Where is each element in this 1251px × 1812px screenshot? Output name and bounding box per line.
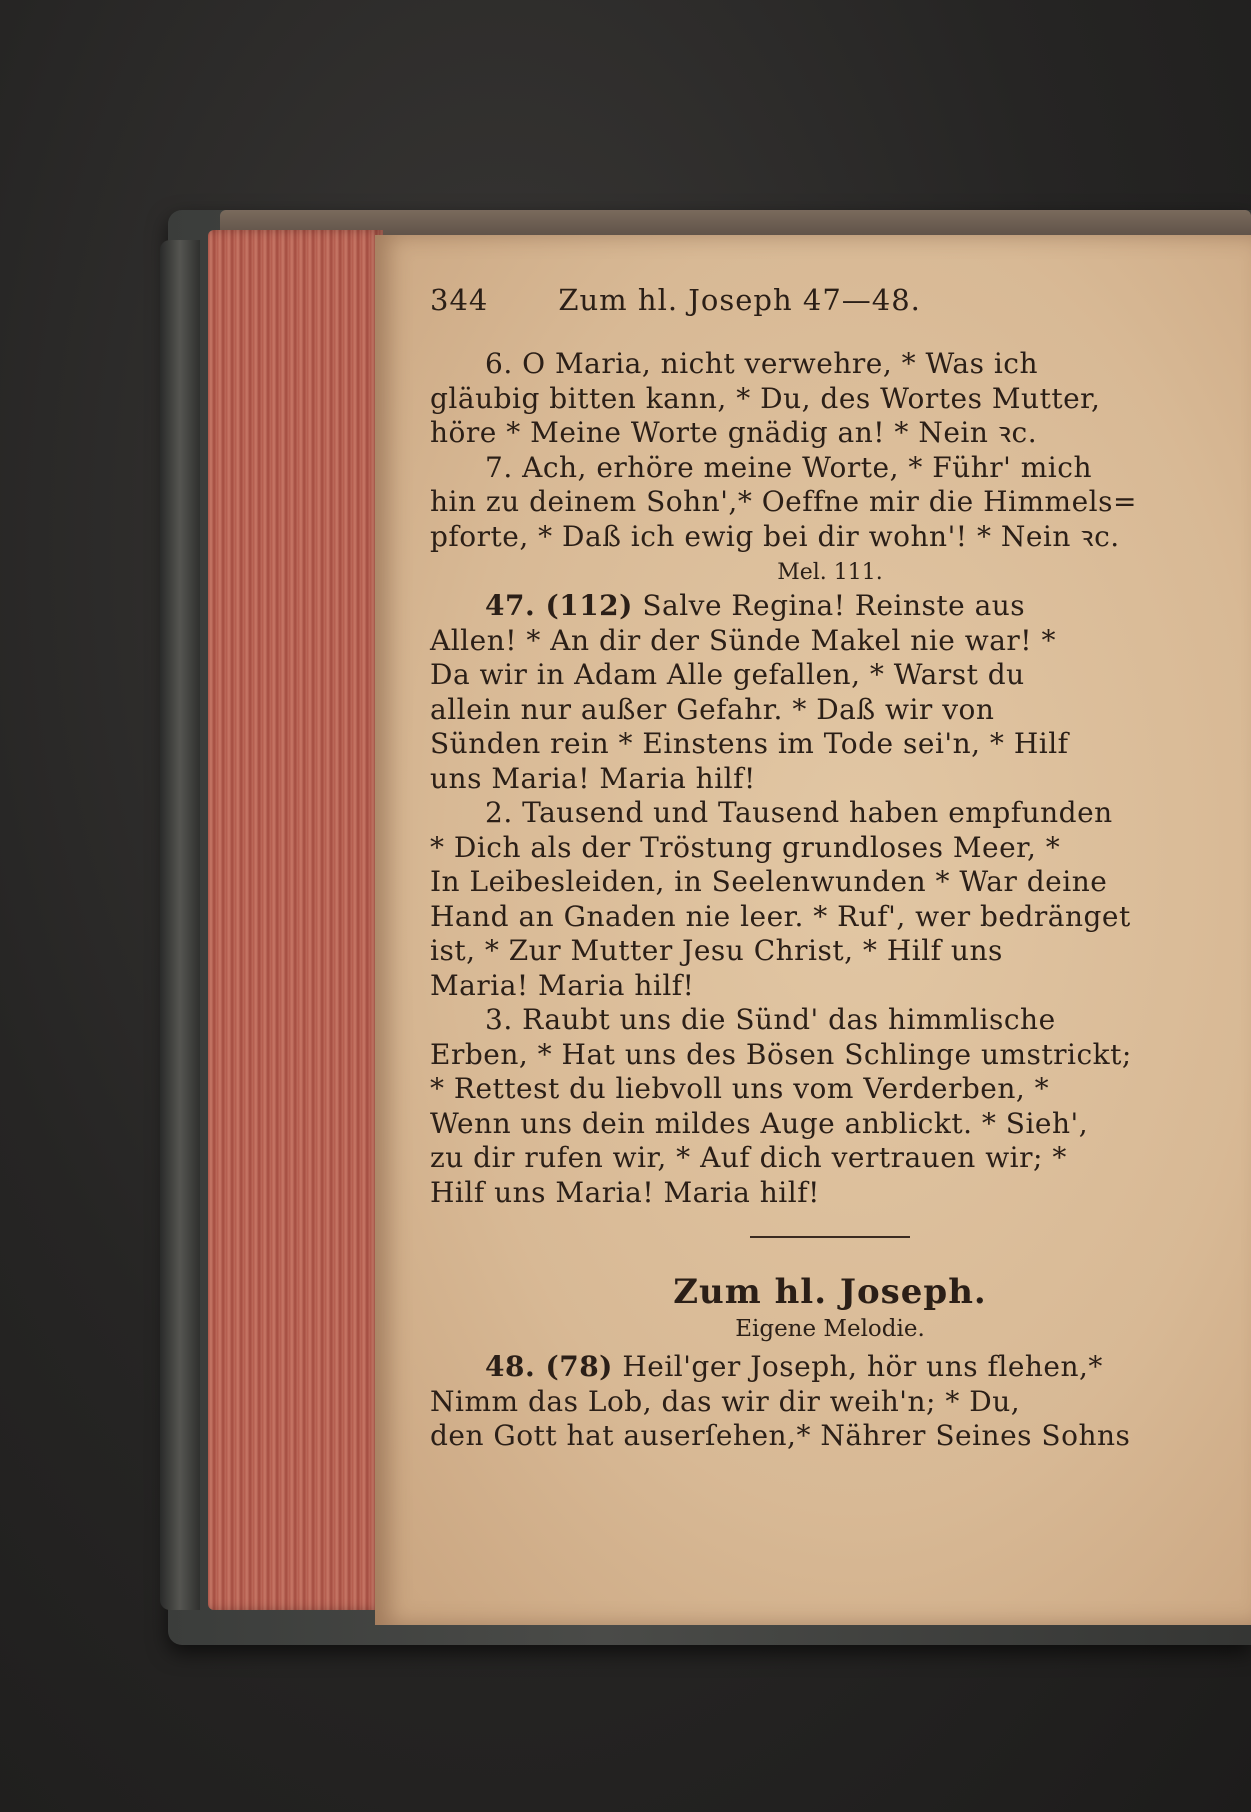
page-header [430, 283, 1230, 317]
text-line: Maria! Maria hilf! [430, 968, 695, 1002]
hymn-47 [430, 560, 1230, 1210]
hymn-incipit: Heil'ger Joseph, hör uns flehen,* [622, 1350, 1103, 1383]
text-line: * Dich als der Tröstung grundloses Meer, * [430, 830, 1061, 864]
section-melody: Eigene Melodie. [735, 1316, 925, 1342]
page-text [430, 283, 1230, 1454]
hymn-46-continuation [430, 347, 1230, 554]
page-number: 344 [430, 283, 489, 317]
text-line: hin zu deinem Sohn',* Oeffne mir die Himmels= [430, 485, 1137, 518]
text-line: In Leibesleiden, in Seelenwunden * War deine [430, 865, 1108, 898]
running-head: Zum hl. Joseph 47—48. [558, 283, 921, 317]
hymn-first-line [430, 1350, 1230, 1385]
book [160, 190, 1251, 1650]
text-line: Da wir in Adam Alle gefallen, * Warst du [430, 658, 1025, 691]
book-page [375, 235, 1251, 1625]
melody-note: Mel. 111. [777, 560, 883, 585]
text-line: gläubig bitten kann, * Du, des Wortes Mutter, [430, 381, 1101, 415]
text-line: zu dir rufen wir, * Auf dich vertrauen wir; * [430, 1141, 1067, 1174]
text-line: uns Maria! Maria hilf! [430, 761, 756, 795]
text-line: Allen! * An dir der Sünde Makel nie war! * [430, 623, 1056, 657]
text-line: Hand an Gnaden nie leer. * Ruf', wer bedränget [430, 899, 1131, 933]
text-line: 2. Tausend und Tausend haben empfunden [485, 796, 1113, 829]
text-line: 7. Ach, erhöre meine Worte, * Führ' mich [485, 450, 1092, 484]
text-line: 6. O Maria, nicht verwehre, * Was ich [485, 347, 1039, 380]
text-line: Hilf uns Maria! Maria hilf! [430, 1175, 820, 1209]
text-line: * Rettest du liebvoll uns vom Verderben, * [430, 1072, 1050, 1105]
book-spine [160, 240, 200, 1610]
text-line: Erben, * Hat uns des Bösen Schlinge umstrickt; [430, 1037, 1132, 1071]
text-line: Nimm das Lob, das wir dir weih'n; * Du, [430, 1384, 1021, 1418]
page-edges [208, 230, 383, 1610]
hymn-first-line [430, 589, 1230, 624]
section-divider [750, 1236, 910, 1238]
section-title: Zum hl. Joseph. [673, 1272, 987, 1312]
text-line: höre * Meine Worte gnädig an! * Nein ꝛc. [430, 416, 1038, 449]
hymn-48 [430, 1350, 1230, 1454]
text-line: pforte, * Daß ich ewig bei dir wohn'! * Nein ꝛc. [430, 519, 1120, 553]
text-line: allein nur außer Gefahr. * Daß wir von [430, 692, 995, 726]
hymn-number: 47. (112) [485, 589, 633, 622]
text-line: den Gott hat auserſehen,* Nährer Seines Sohns [430, 1419, 1131, 1452]
text-line: 3. Raubt uns die Sünd' das himmlische [485, 1003, 1056, 1036]
text-line: Wenn uns dein mildes Auge anblickt. * Sieh', [430, 1106, 1089, 1140]
text-line: Sünden rein * Einstens im Tode sei'n, * Hilf [430, 727, 1069, 760]
text-line: ist, * Zur Mutter Jesu Christ, * Hilf uns [430, 934, 1003, 967]
hymn-incipit: Salve Regina! Reinste aus [642, 589, 1026, 622]
hymn-number: 48. (78) [485, 1350, 613, 1383]
